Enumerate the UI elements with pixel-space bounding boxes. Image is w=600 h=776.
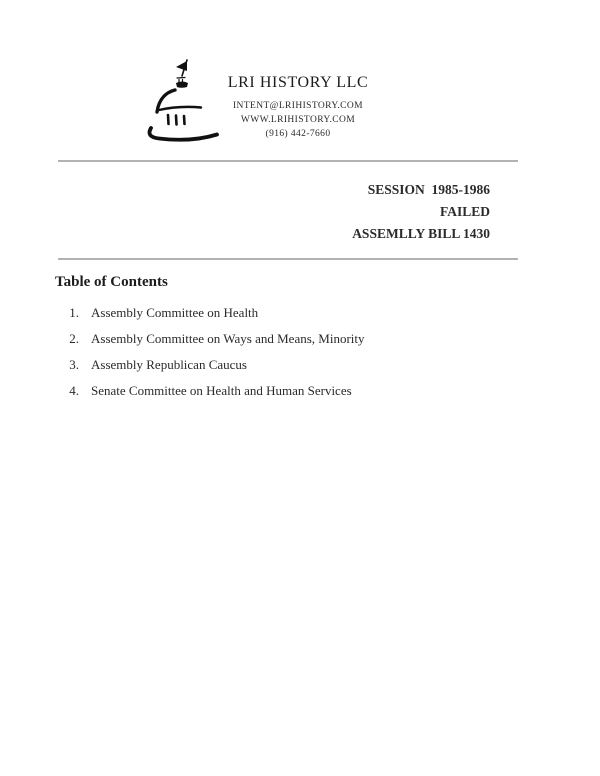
toc-item-label: Senate Committee on Health and Human Services bbox=[91, 383, 352, 398]
toc-item bbox=[55, 331, 515, 357]
toc-title: Table of Contents bbox=[55, 274, 168, 290]
toc-item bbox=[55, 383, 515, 409]
toc-item-label: Assembly Committee on Ways and Means, Minority bbox=[91, 331, 365, 346]
bill-number: ASSEMLLY BILL 1430 bbox=[352, 226, 490, 241]
session-years: SESSION 1985-1986 bbox=[367, 182, 490, 197]
toc-item bbox=[55, 357, 515, 383]
session-block bbox=[352, 179, 490, 245]
toc-item-number: 2. bbox=[69, 331, 79, 346]
bill-status: FAILED bbox=[439, 204, 490, 219]
divider-bottom bbox=[58, 258, 518, 260]
company-phone: (916) 442-7660 bbox=[265, 129, 331, 139]
toc-item-label: Assembly Republican Caucus bbox=[91, 357, 247, 372]
toc-item bbox=[55, 305, 515, 331]
company-website: WWW.LRIHISTORY.COM bbox=[240, 115, 356, 125]
toc-list bbox=[55, 305, 515, 409]
company-email: INTENT@LRIHISTORY.COM bbox=[232, 101, 363, 111]
divider-top bbox=[58, 160, 518, 162]
letterhead bbox=[213, 74, 383, 141]
toc-item-number: 4. bbox=[69, 383, 79, 398]
capitol-dome-logo-icon bbox=[146, 58, 220, 146]
toc-item-label: Assembly Committee on Health bbox=[91, 305, 259, 320]
toc-item-number: 3. bbox=[69, 357, 79, 372]
toc-item-number: 1. bbox=[69, 305, 79, 320]
company-name: LRI HISTORY LLC bbox=[227, 74, 369, 91]
